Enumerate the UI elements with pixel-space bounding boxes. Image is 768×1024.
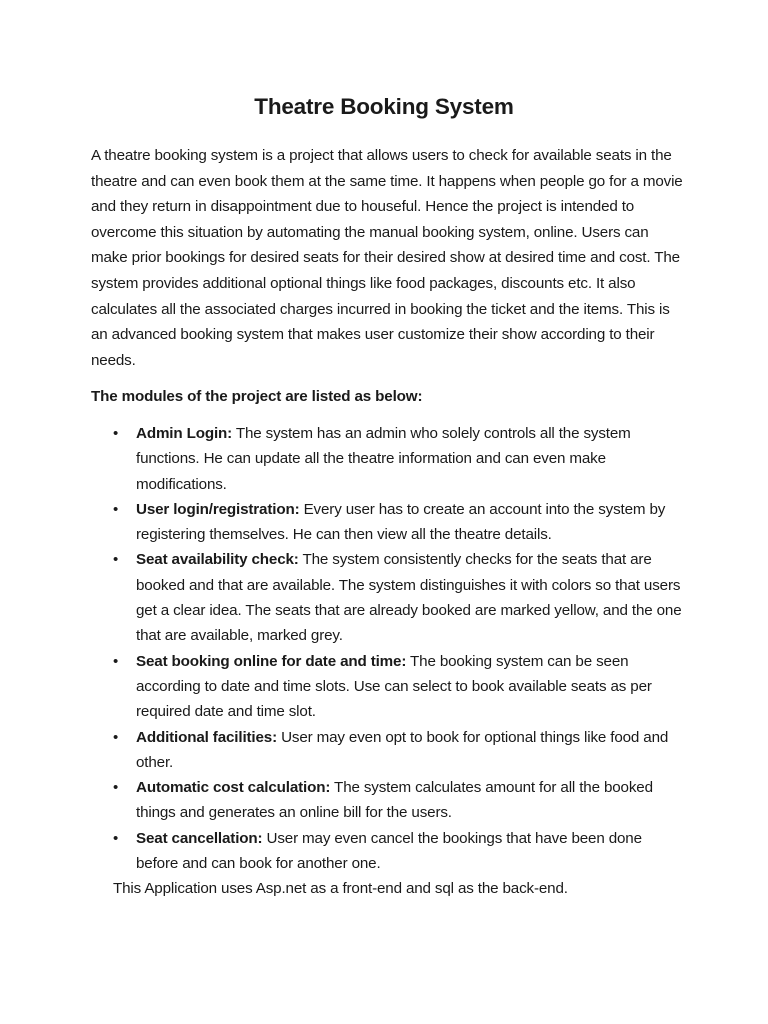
- module-item-cost-calculation: [113, 775, 685, 826]
- module-description: User may even cancel the bookings that have been done before and can book for another one.: [136, 829, 642, 873]
- module-item-additional-facilities: [113, 725, 685, 776]
- module-name: Seat booking online for date and time:: [136, 652, 407, 670]
- module-list: [113, 421, 685, 876]
- module-name: Seat availability check:: [136, 551, 299, 569]
- modules-heading: The modules of the project are listed as below:: [91, 388, 423, 405]
- module-item-user-login: [113, 497, 685, 548]
- module-description: User may even opt to book for optional things like food and other.: [136, 728, 669, 771]
- module-description: The system has an admin who solely controls all the system functions. He can update all the theatre information and can even make modifications.: [136, 425, 631, 493]
- intro-paragraph: A theatre booking system is a project that allows users to check for available seats in the theatre and can even book them at the same time. It happens when people go for a movie and they return in disappointment due to houseful. Hence the project is intended to overcome this situation by automating the manual booking system, online. Users can make prior bookings for desired seats for their desired show at desired time and cost. The system provides additional optional things like food packages, discounts etc. It also calculates all the associated charges incurred in booking the ticket and the items. This is an advanced booking system that makes user customize their show according to their needs.: [91, 147, 683, 369]
- bullet-icon: •: [113, 779, 119, 797]
- module-description: Every user has to create an account into the system by registering themselves. He can then view all the theatre details.: [136, 500, 666, 544]
- module-description: The system calculates amount for all the booked things and generates an online bill for the users.: [136, 779, 653, 822]
- module-item-seat-cancellation: [113, 826, 685, 877]
- module-name: Automatic cost calculation:: [136, 779, 331, 797]
- module-name: Admin Login:: [136, 425, 233, 442]
- module-item-admin-login: [113, 421, 685, 497]
- bullet-icon: •: [113, 652, 119, 670]
- bullet-icon: •: [113, 728, 119, 746]
- bullet-icon: •: [113, 500, 119, 518]
- module-name: User login/registration:: [136, 500, 300, 518]
- module-description: The system consistently checks for the seats that are booked and that are available. The system distinguishes it with colors so that users get a clear idea. The seats that are already booked are marked yellow, and the one that are available, marked grey.: [136, 551, 682, 645]
- module-name: Additional facilities:: [136, 728, 277, 746]
- module-item-seat-booking: [113, 649, 685, 725]
- bullet-icon: •: [113, 829, 119, 847]
- document-title: Theatre Booking System: [254, 94, 514, 119]
- module-name: Seat cancellation:: [136, 829, 263, 847]
- module-item-seat-availability: [113, 547, 685, 648]
- module-description: The booking system can be seen according to date and time slots. Use can select to book available seats as per required date and time slot.: [136, 652, 652, 721]
- footer-line: This Application uses Asp.net as a front-end and sql as the back-end.: [113, 880, 568, 897]
- bullet-icon: •: [113, 551, 119, 569]
- bullet-icon: •: [113, 425, 119, 442]
